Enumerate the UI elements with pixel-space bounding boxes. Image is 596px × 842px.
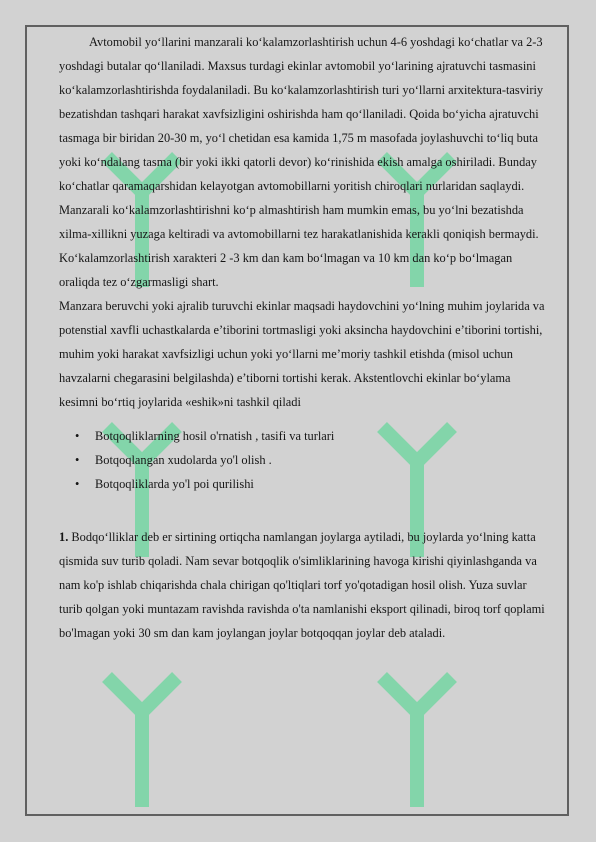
paragraph: Avtomobil yo‘llarini manzarali ko‘kalamzorlashtirish uchun 4-6 yoshdagi ko‘chatlar va 2-3 yoshdagi butalar qo‘llaniladi. Maxsus turdagi ekinlar avtomobil yo‘larining ajratuvchi tasmasini ko‘kalamzorlashtirishda foydalaniladi. Bu ko‘kalamzorlashtirish turi yo‘llarni arxitektura-tasviriy bezatishdan tashqari harakat xavfsizligini oshirishda ham qo‘llaniladi. Qoida bo‘yicha ajratuvchi tasmaga bir biridan 20-30 m, yo‘l chetidan esa kamida 1,75 m masofada joylashuvchi to‘liq buta yoki ko‘ndalang tasma (bir yoki ikki qatorli devor) ko‘rinishida ekish amalga oshiriladi. Bunday ko‘chatlar qaramaqarshidan kelayotgan avtomobillarni yoritish chiroqlari nurlaridan saqlaydi. <box>59 35 544 193</box>
list-item <box>75 472 549 496</box>
bullet-marker: • <box>75 453 80 467</box>
list-item-text: Botqoqlangan xudolarda yo'l olish . <box>95 453 272 467</box>
section-text: Bodqo‘lliklar deb er sirtining ortiqcha namlangan joylarga aytiladi, bu joylarda yo‘lning katta qismida suv turib qoladi. Nam sevar botqoqlik o'simliklarining havoga kirishi qiyinlashganda va nam ko'p ishlab chiqarishda chala chirigan qo'ltiqlari torf yo'qotadigan hosil olish. Yuza suvlar turib qolgan yoki muntazam ravishda ravishda o'ta namlanishi eksport qilinadi, biroq torf qoplami bo'lmagan yoki 30 sm dan kam joylangan joylar botqoqqan joylar deb ataladi. <box>59 530 545 640</box>
list-item-text: Botqoqliklarda yo'l poi qurilishi <box>95 477 254 491</box>
paragraph: Manzarali ko‘kalamzorlashtirishni ko‘p almashtirish ham mumkin emas, bu yo‘lni bezatishda xilma-xillikni yuzaga keltiradi va avtomobillarni tez harakatlanishida kerakli qoniqish bermaydi. Ko‘kalamzorlashtirish xarakteri 2 -3 km dan kam bo‘lmagan va 10 km dan ko‘p bo‘lmagan oraliqda tez o‘zgarmasligi shart. <box>59 203 539 289</box>
watermark-icon <box>372 657 462 816</box>
bullet-marker: • <box>75 429 80 443</box>
list-item-text: Botqoqliklarning hosil o'rnatish , tasifi va turlari <box>95 429 335 443</box>
bullet-list <box>59 424 549 496</box>
section-number: 1. <box>59 530 69 544</box>
watermark-icon <box>97 657 187 816</box>
bullet-marker: • <box>75 477 80 491</box>
list-item <box>75 448 549 472</box>
document-body <box>59 30 549 645</box>
paragraph: Manzara beruvchi yoki ajralib turuvchi ekinlar maqsadi haydovchini yo‘lning muhim joylarida va potenstial xavfli uchastkalarda e’tiborini tortmasligi yoki aksincha haydovchini e’tiborini tortishi, muhim yoki harakat xavfsizligi uchun yoki yo‘llarni me’moriy tashkil etishda (misol uchun havzalarni chegarasini belgilashda) e’tiborni tortishi kerak. Akstentlovchi ekinlar bo‘ylama kesimni bo‘rtiq joylarida «eshik»ni tashkil qiladi <box>59 299 545 409</box>
section-paragraph <box>59 525 549 645</box>
list-item <box>75 424 549 448</box>
